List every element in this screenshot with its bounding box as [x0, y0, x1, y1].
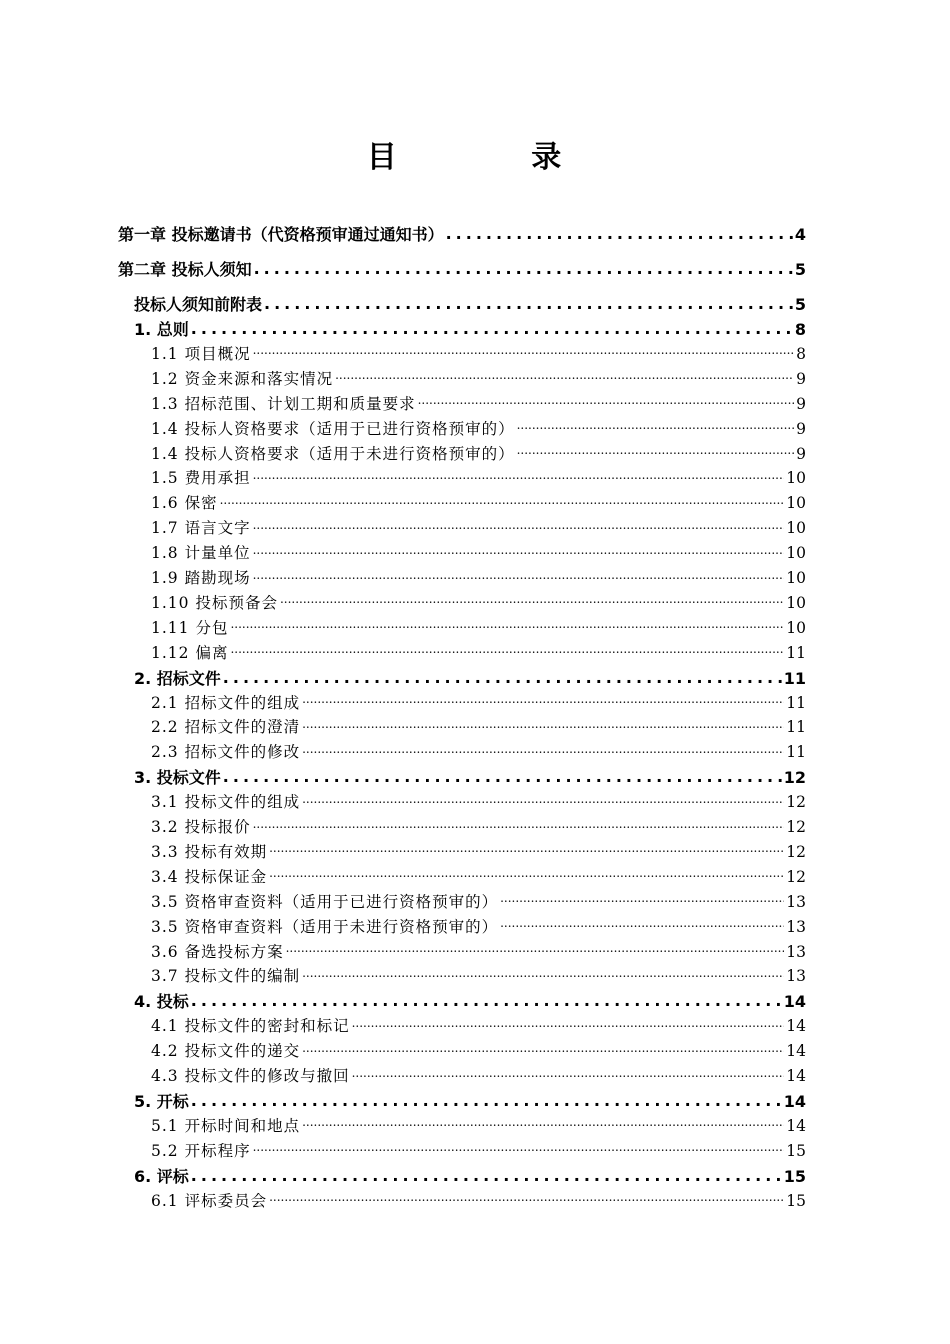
toc-entry-label: 1.3 招标范围、计划工期和质量要求 — [151, 394, 416, 413]
toc-entry-label: 4. 投标 — [134, 992, 189, 1012]
toc-entry-label: 1.5 费用承担 — [151, 469, 251, 488]
toc-entry-page: 12 — [786, 793, 806, 812]
toc-entry[interactable] — [151, 491, 806, 513]
toc-leader-dots — [352, 1066, 785, 1082]
toc-entry-label: 3.3 投标有效期 — [151, 842, 268, 861]
toc-entry-label: 1.1 项目概况 — [151, 344, 251, 363]
toc-leader-dots — [302, 717, 784, 733]
toc-entry[interactable] — [151, 815, 806, 837]
toc-entry[interactable] — [151, 715, 806, 737]
toc-entry-label: 2.2 招标文件的澄清 — [151, 718, 301, 737]
toc-entry-page: 11 — [786, 743, 806, 762]
toc-leader-dots — [223, 668, 782, 684]
toc-entry[interactable] — [151, 940, 806, 962]
toc-entry-page: 9 — [796, 369, 806, 388]
toc-entry-label: 3.5 资格审查资料（适用于已进行资格预审的） — [151, 892, 499, 911]
toc-entry[interactable] — [118, 257, 806, 280]
toc-entry[interactable] — [151, 840, 806, 862]
toc-entry-label: 3.6 备选投标方案 — [151, 942, 284, 961]
toc-entry[interactable] — [151, 915, 806, 937]
toc-leader-dots — [191, 1091, 782, 1107]
toc-entry-label: 4.2 投标文件的递交 — [151, 1042, 301, 1061]
toc-entry-page: 8 — [794, 320, 806, 339]
toc-entry[interactable] — [151, 442, 806, 464]
toc-leader-dots — [269, 866, 784, 882]
toc-entry[interactable] — [134, 666, 806, 689]
toc-leader-dots — [302, 742, 784, 758]
toc-entry-label: 3.7 投标文件的编制 — [151, 967, 301, 986]
toc-entry[interactable] — [151, 1064, 806, 1086]
toc-entry[interactable] — [151, 890, 806, 912]
toc-leader-dots — [253, 343, 795, 359]
toc-entry-label: 1.4 投标人资格要求（适用于已进行资格预审的） — [151, 419, 515, 438]
toc-entry-label: 1.7 语言文字 — [151, 519, 251, 538]
toc-entry-page: 9 — [796, 419, 806, 438]
toc-entry-label: 3.1 投标文件的组成 — [151, 793, 301, 812]
toc-entry-page: 10 — [786, 494, 806, 513]
toc-entry[interactable] — [151, 641, 806, 663]
toc-entry-page: 13 — [786, 917, 806, 936]
toc-entry-label: 3.5 资格审查资料（适用于未进行资格预审的） — [151, 917, 499, 936]
toc-entry[interactable] — [151, 865, 806, 887]
toc-entry-label: 3.4 投标保证金 — [151, 867, 268, 886]
toc-entry[interactable] — [151, 541, 806, 563]
toc-leader-dots — [280, 592, 784, 608]
toc-entry[interactable] — [151, 1139, 806, 1161]
toc-leader-dots — [302, 1115, 784, 1131]
toc-entry-label: 1.2 资金来源和落实情况 — [151, 369, 334, 388]
toc-leader-dots — [352, 1016, 785, 1032]
toc-entry[interactable] — [151, 566, 806, 588]
toc-entry-page: 14 — [786, 1042, 806, 1061]
toc-entry-page: 13 — [786, 942, 806, 961]
toc-entry-page: 14 — [783, 1091, 806, 1111]
toc-leader-dots — [269, 1190, 784, 1206]
toc-entry[interactable] — [134, 989, 806, 1012]
toc-leader-dots — [191, 319, 793, 335]
toc-entry-label: 1.8 计量单位 — [151, 544, 251, 563]
toc-entry[interactable] — [134, 317, 806, 340]
toc-entry-page: 10 — [786, 569, 806, 587]
toc-entry[interactable] — [151, 964, 806, 986]
toc-entry[interactable] — [134, 1089, 806, 1112]
toc-entry-page: 14 — [786, 1017, 806, 1036]
toc-leader-dots — [223, 767, 782, 783]
toc-entry-page: 9 — [796, 394, 806, 413]
toc-leader-dots — [269, 841, 784, 857]
toc-entry-label: 5.2 开标程序 — [151, 1141, 251, 1160]
toc-leader-dots — [253, 817, 785, 833]
toc-leader-dots — [253, 518, 785, 534]
toc-leader-dots — [302, 966, 784, 982]
toc-entry[interactable] — [134, 765, 806, 788]
toc-entry-page: 13 — [786, 892, 806, 911]
toc-entry-label: 4.1 投标文件的密封和标记 — [151, 1017, 350, 1036]
toc-leader-dots — [517, 418, 795, 434]
toc-entry-page: 11 — [786, 693, 806, 712]
toc-entry-page: 12 — [786, 818, 806, 836]
toc-leader-dots — [302, 692, 784, 708]
toc-leader-dots — [302, 792, 784, 808]
toc-leader-dots — [191, 1166, 782, 1182]
toc-entry-page: 12 — [786, 842, 806, 861]
toc-entry[interactable] — [151, 1014, 806, 1036]
toc-leader-dots — [220, 493, 785, 509]
toc-entry[interactable] — [134, 292, 806, 315]
toc-entry-label: 6. 评标 — [134, 1166, 189, 1186]
toc-entry-page: 11 — [786, 643, 806, 662]
toc-entry[interactable] — [134, 1164, 806, 1187]
toc-entry-page: 10 — [786, 469, 806, 488]
toc-entry[interactable] — [151, 516, 806, 538]
toc-leader-dots — [286, 941, 785, 957]
toc-leader-dots — [517, 443, 795, 459]
toc-entry-label: 第一章 投标邀请书（代资格预审通过通知书） — [118, 225, 444, 244]
toc-entry-label: 1. 总则 — [134, 320, 189, 339]
toc-entry-label: 1.11 分包 — [151, 618, 229, 637]
toc-entry-page: 10 — [786, 544, 806, 563]
toc-leader-dots — [500, 891, 784, 907]
toc-entry-page: 8 — [796, 344, 806, 363]
toc-entry[interactable] — [151, 740, 806, 762]
toc-leader-dots — [446, 224, 793, 240]
toc-entry-page: 10 — [786, 519, 806, 538]
toc-entry-label: 投标人须知前附表 — [134, 295, 263, 314]
toc-leader-dots — [335, 368, 794, 384]
toc-entry[interactable] — [151, 591, 806, 613]
toc-leader-dots — [230, 642, 784, 658]
toc-leader-dots — [230, 617, 784, 633]
toc-entry[interactable] — [118, 222, 806, 245]
toc-entry-label: 2.3 招标文件的修改 — [151, 743, 301, 762]
toc-entry-label: 5.1 开标时间和地点 — [151, 1116, 301, 1135]
toc-entry[interactable] — [151, 466, 806, 488]
toc-entry-page: 14 — [786, 1067, 806, 1085]
toc-entry-page: 15 — [786, 1191, 806, 1210]
toc-leader-dots — [418, 393, 795, 409]
toc-entry-label: 1.10 投标预备会 — [151, 593, 278, 612]
toc-entry[interactable] — [151, 367, 806, 389]
toc-leader-dots — [254, 259, 793, 275]
toc-leader-dots — [191, 991, 782, 1007]
toc-entry-page: 13 — [786, 967, 806, 986]
toc-entry-page: 4 — [794, 225, 806, 244]
toc-entry[interactable] — [151, 1039, 806, 1061]
toc-entry-label: 6.1 评标委员会 — [151, 1191, 268, 1210]
toc-entry[interactable] — [151, 1114, 806, 1136]
toc-entry-page: 11 — [783, 668, 806, 688]
toc-entry[interactable] — [151, 616, 806, 638]
toc-leader-dots — [253, 543, 785, 559]
toc-entry-page: 5 — [794, 295, 806, 314]
toc-entry[interactable] — [151, 691, 806, 713]
toc-title: 目 录 — [366, 140, 624, 175]
toc-entry-page: 14 — [786, 1116, 806, 1135]
toc-entry-page: 10 — [786, 593, 806, 612]
toc-entry-page: 12 — [783, 768, 806, 788]
toc-leader-dots — [253, 468, 785, 484]
toc-entry-page: 15 — [786, 1141, 806, 1160]
toc-entry-label: 2. 招标文件 — [134, 668, 221, 688]
toc-entry-label: 1.12 偏离 — [151, 643, 229, 662]
toc-entry-page: 11 — [786, 718, 806, 737]
toc-leader-dots — [500, 916, 784, 932]
toc-entry-page: 12 — [786, 867, 806, 886]
toc-entry-page: 10 — [786, 618, 806, 637]
toc-entry-label: 1.9 踏勘现场 — [151, 569, 251, 587]
toc-entry-label: 2.1 招标文件的组成 — [151, 693, 301, 712]
toc-entry-label: 1.4 投标人资格要求（适用于未进行资格预审的） — [151, 444, 515, 463]
toc-entry[interactable] — [151, 392, 806, 414]
toc-entry-label: 1.6 保密 — [151, 494, 218, 513]
toc-entry-label: 4.3 投标文件的修改与撤回 — [151, 1067, 350, 1085]
toc-entry-page: 14 — [783, 992, 806, 1012]
toc-entry-label: 第二章 投标人须知 — [118, 260, 252, 279]
toc-entry-label: 5. 开标 — [134, 1091, 189, 1111]
toc-leader-dots — [302, 1041, 784, 1057]
toc-entry-page: 9 — [796, 444, 806, 463]
toc-entry[interactable] — [151, 790, 806, 812]
toc-entry[interactable] — [151, 342, 806, 364]
toc-leader-dots — [253, 568, 785, 584]
toc-leader-dots — [253, 1140, 785, 1156]
toc-entry[interactable] — [151, 417, 806, 439]
toc-leader-dots — [264, 294, 793, 310]
toc-entry[interactable] — [151, 1189, 806, 1211]
toc-entry-label: 3. 投标文件 — [134, 768, 221, 788]
toc-entry-page: 5 — [794, 260, 806, 279]
toc-entry-page: 15 — [783, 1166, 806, 1186]
toc-entry-label: 3.2 投标报价 — [151, 818, 251, 836]
